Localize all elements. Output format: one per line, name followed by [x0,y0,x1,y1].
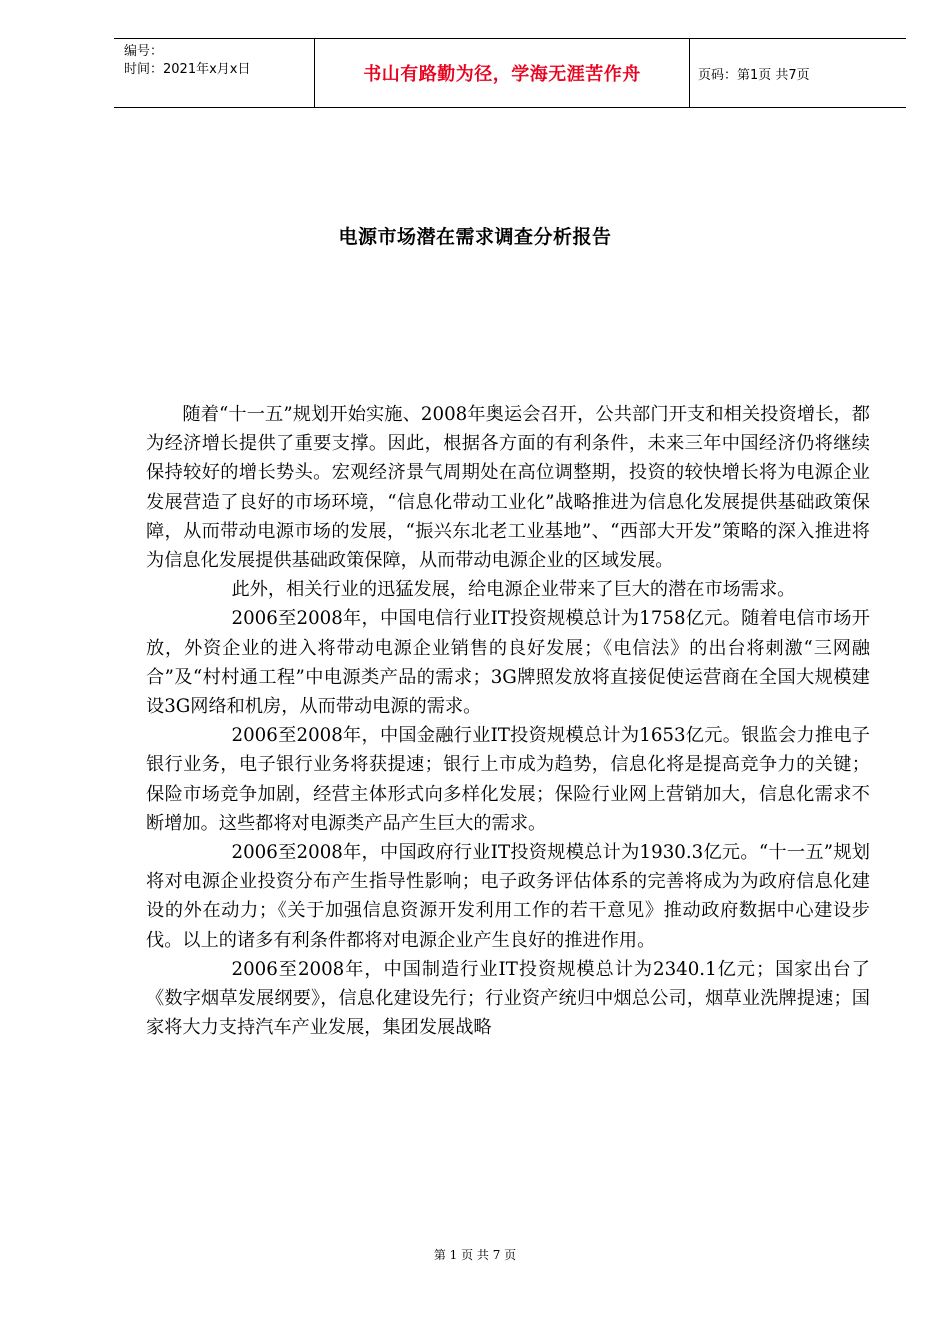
document-time-label: 时间：2021年x月x日 [124,62,251,77]
document-title: 电源市场潜在需求调查分析报告 [338,226,612,248]
paragraph: 2006至2008年，中国金融行业IT投资规模总计为1653亿元。银监会力推电子银行业务，电子银行业务将获提速；银行上市成为趋势，信息化将是提高竞争力的关键；保险市场竞争加剧，经营主体形式向多样化发展；保险行业网上营销加大，信息化需求不断增加。这些都将对电源类产品产生巨大的需求。 [146,725,870,834]
paragraph: 2006至2008年，中国政府行业IT投资规模总计为1930.3亿元。“十一五”规划将对电源企业投资分布产生指导性影响；电子政务评估体系的完善将成为为政府信息化建设的外在动力；《关于加强信息资源开发利用工作的若干意见》推动政府数据中心建设步伐。以上的诸多有利条件都将对电源企业产生良好的推进作用。 [146,842,870,951]
header-motto: 书山有路勤为径，学海无涯苦作舟 [315,39,690,107]
document-number-label: 编号： [124,44,164,59]
header-page-info: 页码：第1页 共7页 [698,67,810,83]
document-body [146,400,870,1042]
paragraph: 随着“十一五”规划开始实施、2008年奥运会召开，公共部门开支和相关投资增长，都为经济增长提供了重要支撑。因此，根据各方面的有利条件，未来三年中国经济仍将继续保持较好的增长势头。宏观经济景气周期处在高位调整期，投资的较快增长将为电源企业发展营造了良好的市场环境，“信息化带动工业化”战略推进为信息化发展提供基础政策保障，从而带动电源市场的发展，“振兴东北老工业基地”、“西部大开发”策略的深入推进将为信息化发展提供基础政策保障，从而带动电源企业的区域发展。 [146,404,870,572]
header-meta-cell [114,39,315,107]
page-footer: 第 1 页 共 7 页 [433,1248,517,1262]
page-header [114,38,906,108]
paragraph: 此外，相关行业的迅猛发展，给电源企业带来了巨大的潜在市场需求。 [231,579,796,601]
paragraph: 2006至2008年，中国制造行业IT投资规模总计为2340.1亿元；国家出台了《数字烟草发展纲要》，信息化建设先行；行业资产统归中烟总公司，烟草业洗牌提速；国家将大力支持汽车产业发展，集团发展战略 [146,958,870,1039]
paragraph: 2006至2008年，中国电信行业IT投资规模总计为1758亿元。随着电信市场开放，外资企业的进入将带动电源企业销售的良好发展；《电信法》的出台将刺激“三网融合”及“村村通工程”中电源类产品的需求；3G牌照发放将直接促使运营商在全国大规模建设3G网络和机房，从而带动电源的需求。 [146,608,870,718]
